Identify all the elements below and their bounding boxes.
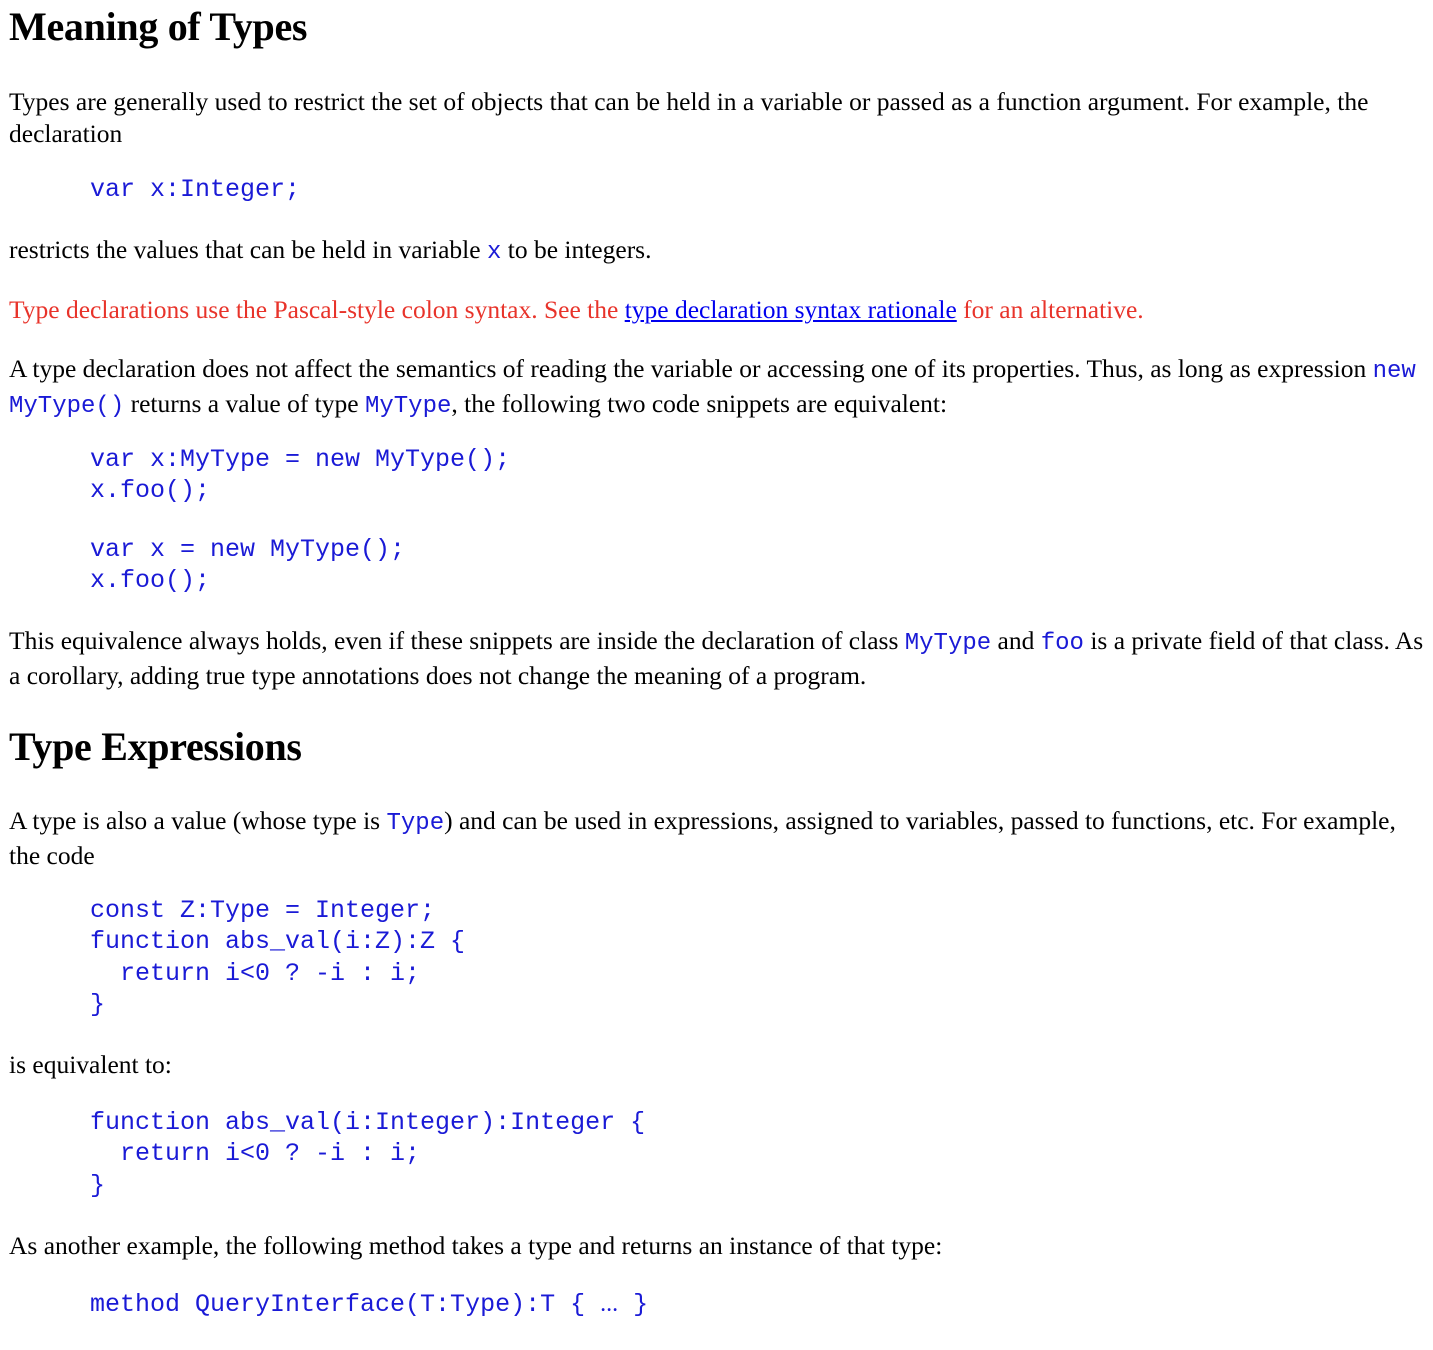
heading-meaning-of-types: Meaning of Types (9, 4, 308, 49)
inline-code-x: x (486, 239, 502, 266)
method-code-end: } (618, 1290, 649, 1319)
paragraph-is-equivalent: is equivalent to: (9, 1050, 172, 1079)
semantics-text-1: A type declaration does not affect the semantics of reading the variable or accessing one of its properties. Thus, as long as expression (9, 354, 1373, 383)
paragraph-restricts (9, 234, 651, 269)
equiv-text-3: is a private field of that class. As a corollary, adding true type annotations does not change the meaning of a program. (9, 626, 1424, 690)
restrict-text-after: to be integers. (501, 235, 652, 264)
code-block-query-interface (9, 1289, 648, 1320)
inline-code-type: Type (386, 810, 445, 837)
inline-code-mytype: MyType (364, 393, 452, 420)
code-block-untyped-snippet: var x = new MyType(); x.foo(); (90, 535, 406, 596)
code-block-abs-val: function abs_val(i:Integer):Integer { return i<0 ? -i : i; } (90, 1108, 646, 1200)
paragraph-intro: Types are generally used to restrict the set of objects that can be held in a variable or passed as a function argument. For example, the declaration (9, 87, 1369, 148)
paragraph-semantics (9, 353, 1424, 423)
method-code-start: method QueryInterface(T:Type):T { (90, 1290, 601, 1319)
link-type-declaration-syntax-rationale[interactable]: type declaration syntax rationale (624, 295, 957, 324)
method-code-ellipsis: ... (600, 1291, 619, 1317)
equiv-text-1: This equivalence always holds, even if these snippets are inside the declaration of class (9, 626, 905, 655)
note-text-before: Type declarations use the Pascal-style colon syntax. See the (9, 295, 625, 324)
heading-type-expressions: Type Expressions (9, 724, 302, 769)
restrict-text-before: restricts the values that can be held in variable (9, 235, 487, 264)
code-block-declaration: var x:Integer; (90, 175, 301, 204)
semantics-text-2: returns a value of type (124, 389, 365, 418)
paragraph-syntax-note (9, 294, 1144, 326)
equiv-text-2: and (991, 626, 1041, 655)
typevalue-text-2: ) and can be used in expressions, assigned to variables, passed to functions, etc. For example, the code (9, 806, 1396, 870)
typevalue-text-1: A type is also a value (whose type is (9, 806, 387, 835)
inline-code-mytype-class: MyType (904, 630, 992, 657)
code-block-typed-snippet: var x:MyType = new MyType(); x.foo(); (90, 445, 511, 506)
code-block-const-type: const Z:Type = Integer; function abs_val(i:Z):Z { return i<0 ? -i : i; } (90, 896, 466, 1019)
inline-code-foo: foo (1040, 630, 1084, 657)
paragraph-equivalence (9, 625, 1424, 692)
paragraph-type-is-value (9, 805, 1424, 872)
inline-code-new-mytype: new MyType() (9, 358, 1416, 420)
semantics-text-3: , the following two code snippets are equivalent: (451, 389, 948, 418)
note-text-after: for an alternative. (956, 295, 1144, 324)
paragraph-another-example: As another example, the following method takes a type and returns an instance of that type: (9, 1231, 943, 1260)
